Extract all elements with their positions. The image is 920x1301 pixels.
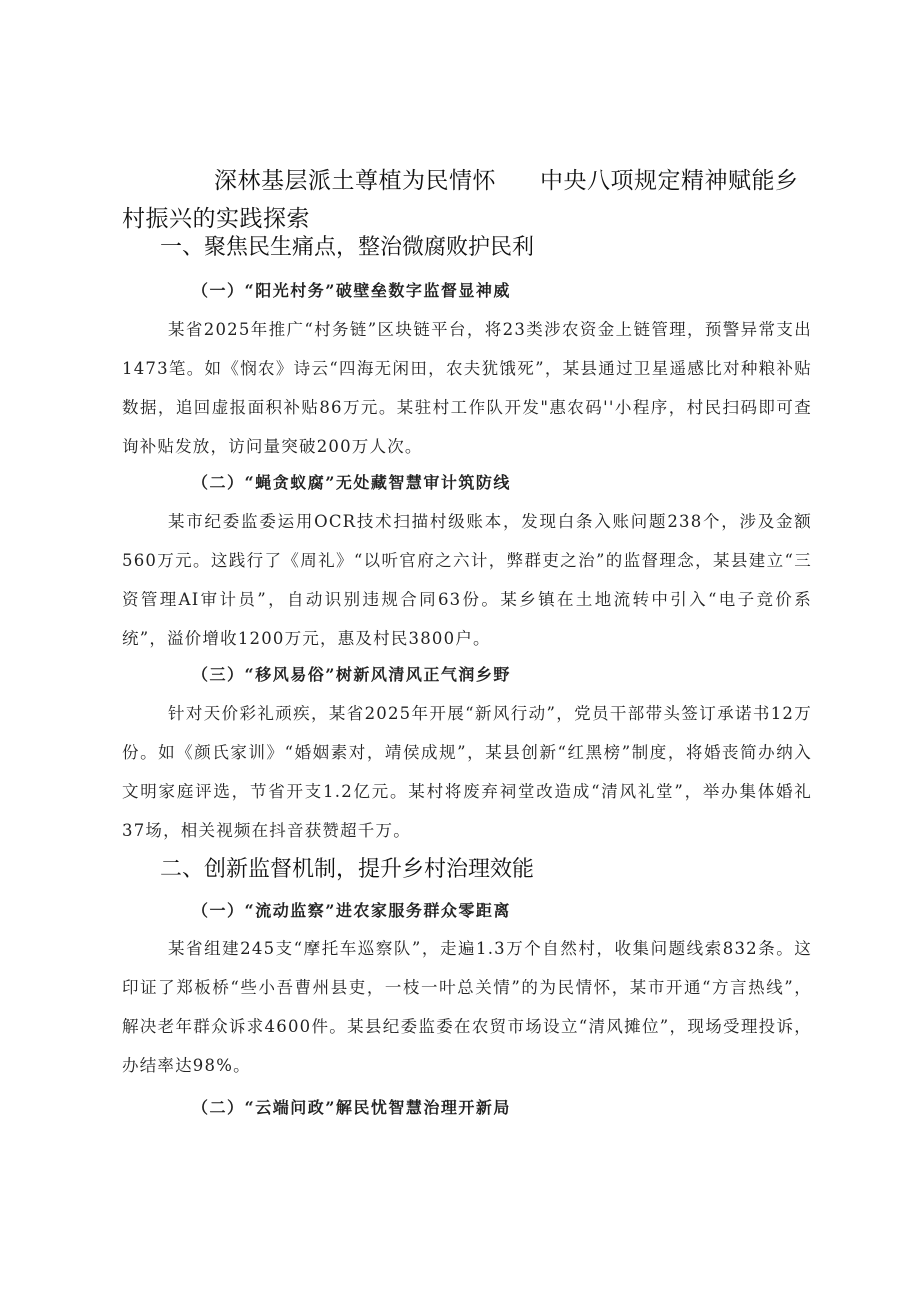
subsection-heading-2-1: （一）“流动监察”进农家服务群众零距离 [192, 901, 511, 920]
paragraph-1-3: 针对天价彩礼顽疾，某省2025年开展“新风行动”，党员干部带头签订承诺书12万份。如《颜氏家训》“婚姻素对，靖侯成规”，某县创新“红黑榜”制度，将婚丧简办纳入文明家庭评选，节省开支1.2亿元。某村将废弃祠堂改造成“清风礼堂”，举办集体婚礼37场，相关视频在抖音获赞超千万。 [122, 704, 812, 840]
section-heading-1: 一、聚焦民生痛点，整治微腐败护民利 [160, 235, 535, 260]
subsection-heading-2-2: （二）“云端问政”解民忧智慧治理开新局 [192, 1098, 511, 1117]
subsection-heading-1-3: （三）“移风易俗”树新风清风正气润乡野 [192, 665, 511, 684]
document-title [122, 162, 802, 238]
paragraph-2-1: 某省组建245支“摩托车巡察队”，走遍1.3万个自然村，收集问题线索832条。这印证了郑板桥“些小吾曹州县吏，一枝一叶总关情”的为民情怀，某市开通“方言热线”，解决老年群众诉求4600件。某县纪委监委在农贸市场设立“清风摊位”，现场受理投诉，办结率达98%。 [122, 939, 812, 1075]
paragraph-1-1: 某省2025年推广“村务链”区块链平台，将23类涉农资金上链管理，预警异常支出1473笔。如《悯农》诗云“四海无闲田，农夫犹饿死”，某县通过卫星遥感比对种粮补贴数据，追回虚报面积补贴86万元。某驻村工作队开发"惠农码''小程序，村民扫码即可查询补贴发放，访问量突破200万人次。 [122, 320, 812, 456]
subsection-heading-1-1: （一）“阳光村务”破壁垒数字监督显神威 [192, 281, 511, 300]
subsection-heading-1-2: （二）“蝇贪蚁腐”无处藏智慧审计筑防线 [192, 473, 511, 492]
section-heading-2: 二、创新监督机制，提升乡村治理效能 [160, 857, 535, 882]
title-part-1: 深林基层派土尊植为民情怀 [214, 168, 496, 194]
paragraph-1-2: 某市纪委监委运用OCR技术扫描村级账本，发现白条入账问题238个，涉及金额560万元。这践行了《周礼》“以听官府之六计，弊群吏之治”的监督理念，某县建立“三资管理AI审计员”，自动识别违规合同63份。某乡镇在土地流转中引入“电子竞价系统”，溢价增收1200万元，惠及村民3800户。 [122, 512, 812, 648]
title-part-2: 中央八项规定精神赋能乡村振兴的实践探索 [122, 168, 799, 232]
